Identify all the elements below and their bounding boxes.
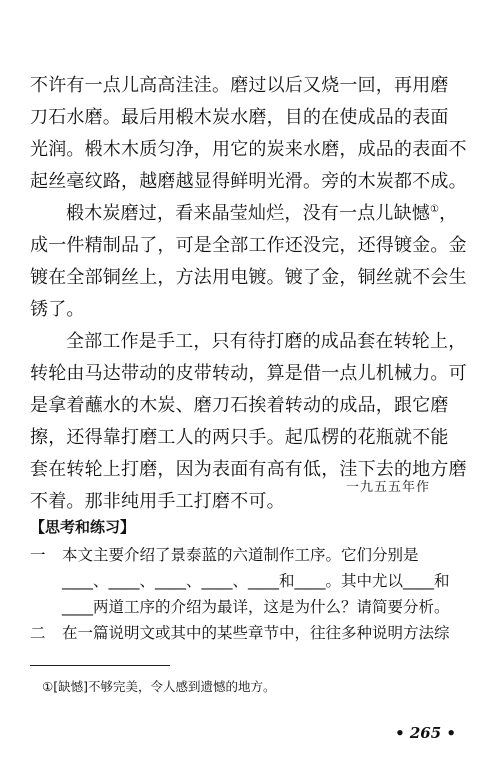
text-line: 套在转轮上打磨，因为表面有高有低，洼下去的地方磨 [30, 459, 467, 480]
footnote-divider [30, 665, 170, 666]
paragraph-1 [30, 70, 470, 198]
page-number: • 265 • [395, 724, 456, 742]
text-line: 起丝毫纹路，越磨越显得鲜明光滑。旁的木炭都不成。 [30, 171, 467, 192]
text-line: 不许有一点儿高高洼洼。磨过以后又烧一回，再用磨 [30, 75, 449, 96]
text-line: 锈了。 [30, 299, 85, 320]
text-line: 镀在全部铜丝上，方法用电镀。镀了金，铜丝就不会生 [30, 267, 467, 288]
question-text: ____两道工序的介绍为最详，这是为什么？请简要分析。 [62, 598, 450, 616]
question-text: ____、____、____、____、____和____。其中尤以____和 [62, 572, 450, 590]
text-line: 转轮由马达带动的皮带转动，算是借一点儿机械力。可 [30, 363, 467, 384]
text-line [30, 198, 470, 230]
composition-date: 一九五五年作 [345, 480, 430, 495]
text-line: 刀石水磨。最后用椴木炭水磨，目的在使成品的表面 [30, 107, 449, 128]
text-line: 全部工作是手工，只有待打磨的成品套在转轮上， [66, 331, 467, 352]
question-text: 在一篇说明文或其中的某些章节中，往往多种说明方法综 [62, 624, 450, 642]
paragraph-2 [30, 198, 470, 326]
text-line: 是拿着蘸水的木炭、磨刀石挨着转动的成品，跟它磨 [30, 395, 449, 416]
question-number: 二 [30, 624, 46, 642]
exercise-question-1 [30, 542, 470, 620]
exercises-title: 【思考和练习】 [30, 518, 136, 536]
text-line: 不着。那非纯用手工打磨不可。 [30, 491, 285, 512]
footnote: ①[缺憾]不够完美，令人感到遗憾的地方。 [42, 679, 276, 694]
exercise-question-2 [30, 620, 470, 646]
question-text: 本文主要介绍了景泰蓝的六道制作工序。它们分别是 [62, 546, 419, 564]
text-fragment: 椴木炭磨过，看来晶莹灿烂，没有一点儿缺憾 [66, 203, 430, 224]
text-fragment: ， [439, 203, 458, 224]
question-number: 一 [30, 546, 46, 564]
text-line: 成一件精制品了，可是全部工作还没完，还得镀金。金 [30, 235, 467, 256]
body-text [30, 70, 470, 518]
text-line: 擦，还得靠打磨工人的两只手。起瓜楞的花瓶就不能 [30, 427, 449, 448]
footnote-marker: ① [430, 204, 440, 215]
text-line: 光润。椴木木质匀净，用它的炭来水磨，成品的表面不 [30, 139, 467, 160]
